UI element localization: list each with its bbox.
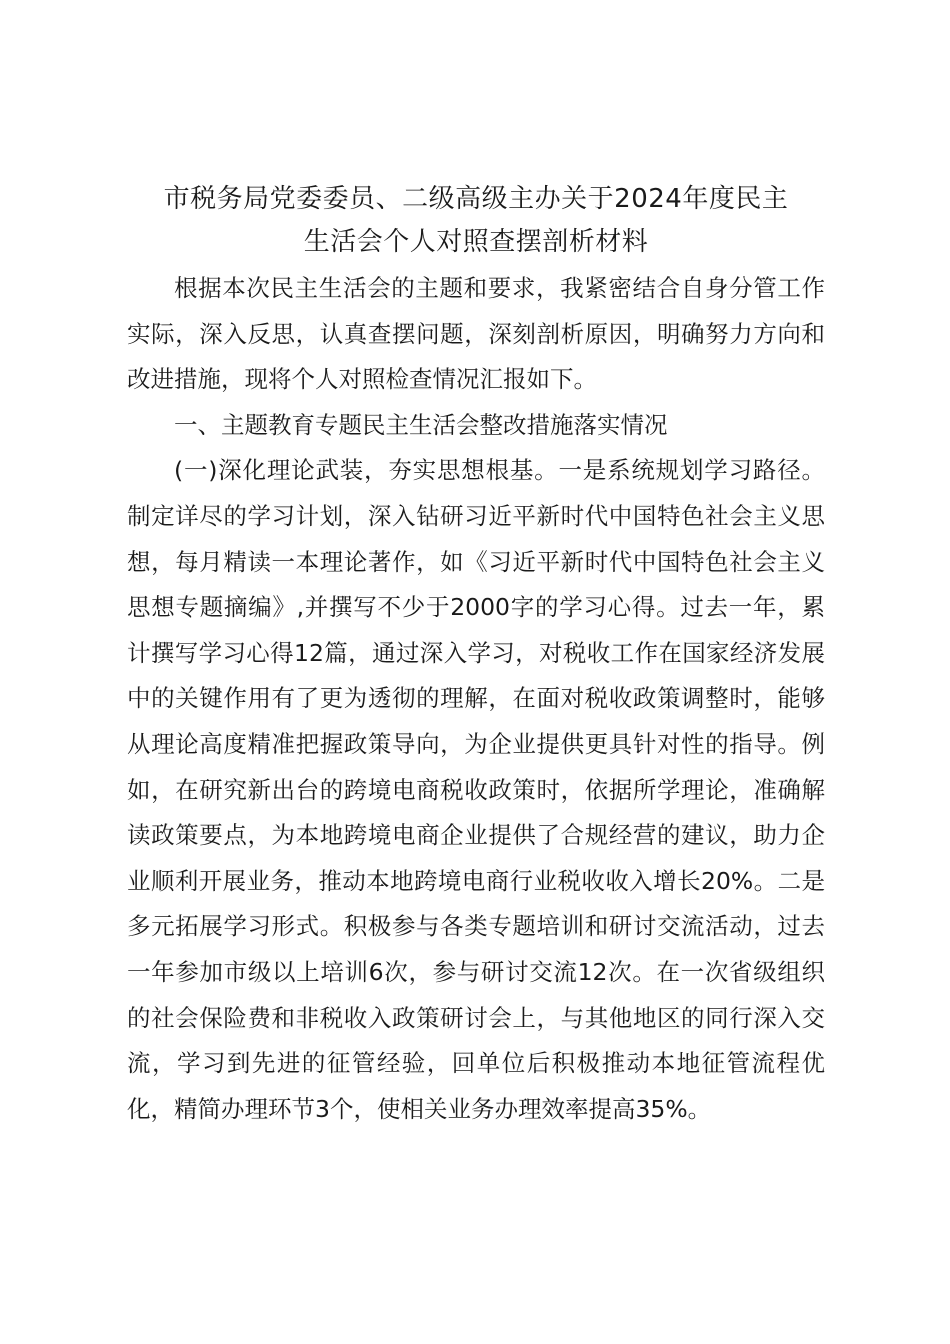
title-line-1: 市税务局党委委员、二级高级主办关于2024年度民主	[163, 184, 789, 214]
intro-paragraph: 根据本次民主生活会的主题和要求，我紧密结合自身分管工作实际，深入反思，认真查摆问题，深刻剖析原因，明确努力方向和改进措施，现将个人对照检查情况汇报如下。	[127, 274, 825, 394]
document-title	[127, 178, 825, 264]
document-body	[127, 178, 825, 1132]
title-line-2: 生活会个人对照查摆剖析材料	[303, 227, 649, 257]
section-heading: 一、主题教育专题民主生活会整改措施落实情况	[174, 410, 668, 439]
body-paragraph: (一)深化理论武装，夯实思想根基。一是系统规划学习路径。制定详尽的学习计划，深入钻研习近平新时代中国特色社会主义思想，每月精读一本理论著作，如《习近平新时代中国特色社会主义思想专题摘编》,并撰写不少于2000字的学习心得。过去一年，累计撰写学习心得12篇，通过深入学习，对税收工作在国家经济发展中的关键作用有了更为透彻的理解，在面对税收政策调整时，能够从理论高度精准把握政策导向，为企业提供更具针对性的指导。例如，在研究新出台的跨境电商税收政策时，依据所学理论，准确解读政策要点，为本地跨境电商企业提供了合规经营的建议，助力企业顺利开展业务，推动本地跨境电商行业税收收入增长20%。二是多元拓展学习形式。积极参与各类专题培训和研讨交流活动，过去一年参加市级以上培训6次，参与研讨交流12次。在一次省级组织的社会保险费和非税收入政策研讨会上，与其他地区的同行深入交流，学习到先进的征管经验，回单位后积极推动本地征管流程优化，精简办理环节3个，使相关业务办理效率提高35%。	[127, 456, 825, 1123]
